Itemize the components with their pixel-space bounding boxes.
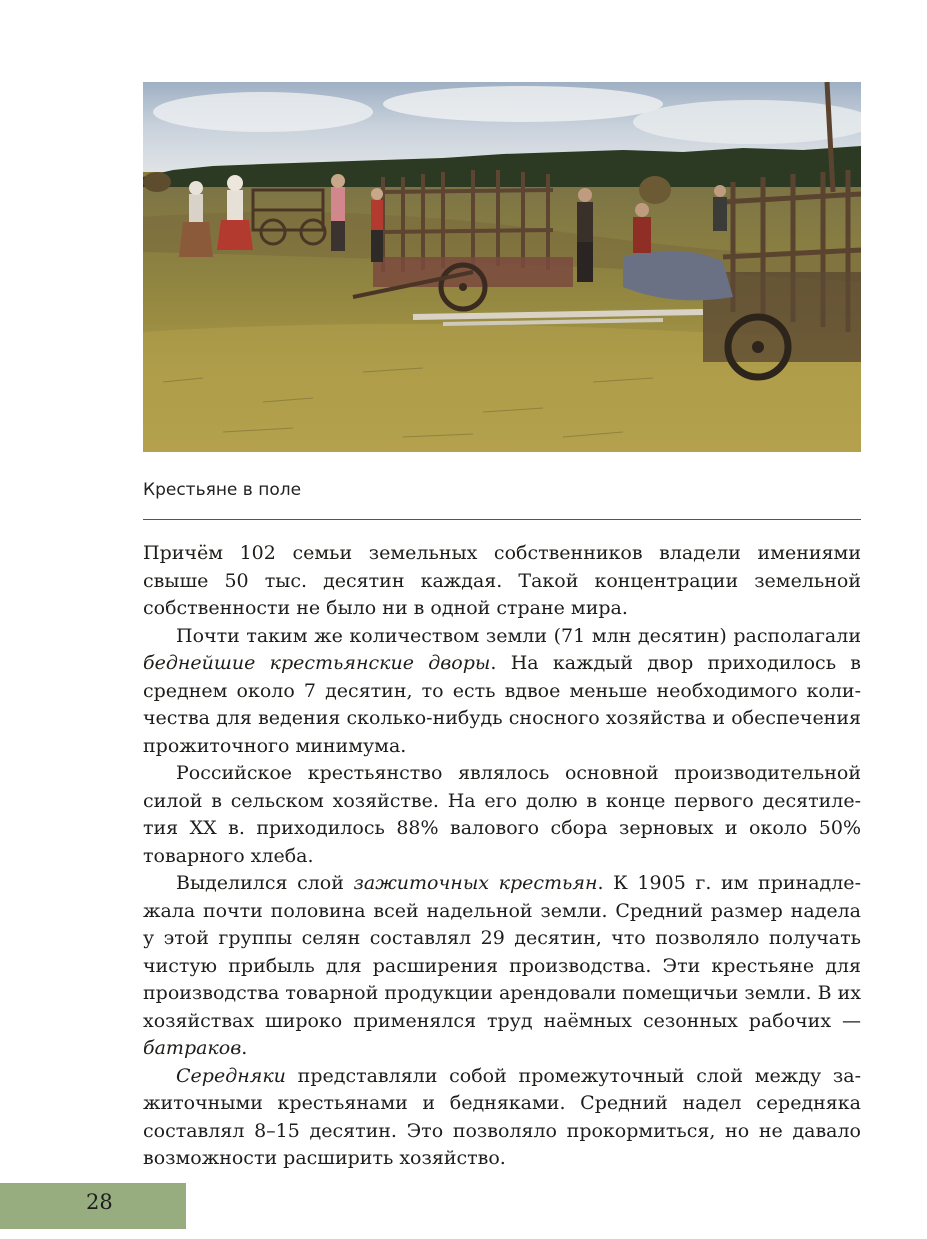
text-run: Выделился слой <box>176 872 354 894</box>
italic-term: Середняки <box>176 1064 286 1087</box>
peasants-field-photo <box>143 82 861 452</box>
paragraph <box>143 623 861 761</box>
italic-term: беднейшие крестьянские дворы <box>143 652 491 674</box>
text-run: Почти таким же количеством земли (71 млн десятин) располагали <box>176 624 861 647</box>
italic-term: батраков <box>143 1037 242 1059</box>
figure-caption: Крестьяне в поле <box>143 480 302 500</box>
body-text <box>143 540 861 1173</box>
paragraph <box>143 1063 861 1173</box>
paragraph <box>143 540 861 623</box>
page-number: 28 <box>86 1190 113 1214</box>
text-run: . <box>241 1037 248 1059</box>
text-run: представляли собой промежуточный слой между зажиточными крестьянами и бедняками. Средний надел середняка составлял 8–15 десятин. Это позволяло прокормиться, но не давало возможности расширить хозяйство. <box>143 1064 861 1169</box>
figure-photo <box>143 82 861 452</box>
text-run: . На каждый двор приходилось в среднем около 7 десятин, то есть вдвое меньше необходимого количества для ведения сколько-нибудь сносного хозяйства и обеспечения прожиточного минимума. <box>143 652 862 757</box>
paragraph <box>143 760 861 870</box>
text-run: Российское крестьянство являлось основной производительной силой в сельском хозяйстве. На его долю в конце первого десятилетия XX в. приходилось 88% валового сбора зерновых и около 50% товарного хлеба. <box>143 762 861 867</box>
italic-term: зажиточных крестьян <box>353 872 598 894</box>
text-run: Причём 102 семьи земельных собственников владели имениями свыше 50 тыс. десятин каждая. Такой концентрации земельной собственности не было ни в одной стране мира. <box>143 542 861 619</box>
caption-divider <box>143 519 861 520</box>
paragraph <box>143 870 861 1063</box>
text-run: . К 1905 г. им принадлежала почти половина всей надельной земли. Средний размер надела у этой группы селян составлял 29 десятин, что позволяло получать чистую прибыль для расширения производства. Эти крестьяне для производства товарной продукции арендовали помещичьи земли. В их хозяйствах широко применялся труд наёмных сезонных рабочих — <box>143 872 861 1032</box>
